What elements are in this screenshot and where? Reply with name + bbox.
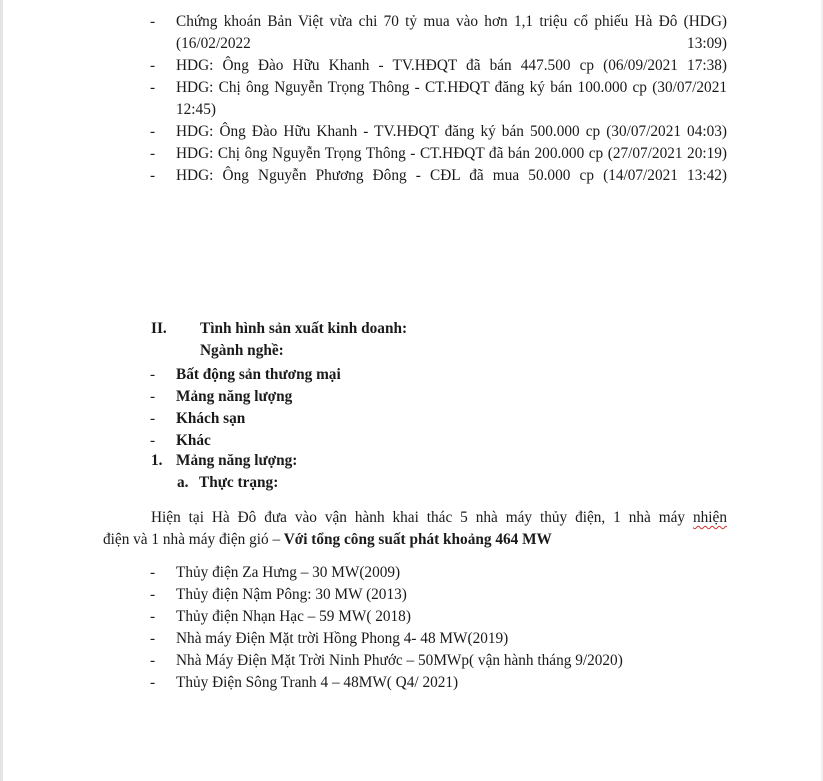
paragraph-line [103,529,727,551]
section-title: Tình hình sản xuất kinh doanh: [200,320,408,337]
dash-bullet: - [150,57,156,74]
section-subtitle: Ngành nghề: [200,342,284,359]
paragraph-line [103,507,727,529]
news-text: HDG: Chị ông Nguyễn Trọng Thông - CT.HĐQT đã bán 200.000 cp (27/07/2021 20:19) [176,145,727,162]
industry-label: Mảng năng lượng [176,388,293,405]
plant-label: Thủy điện Nậm Pông: 30 MW (2013) [176,586,407,603]
dash-bullet: - [150,79,156,96]
industry-label: Khách sạn [176,410,246,427]
news-item[interactable] [0,55,727,77]
dash-bullet: - [150,410,156,427]
news-text: HDG: Ông Đào Hữu Khanh - TV.HĐQT đã bán 447.500 cp (06/09/2021 17:38) [176,57,727,74]
dash-bullet: - [150,564,156,581]
paragraph-text: Hiện tại Hà Đô đưa vào vận hành khai thác 5 nhà máy thủy điện, 1 nhà máy [151,509,686,526]
heading-letter: a. [177,474,189,491]
industry-label: Bất động sản thương mại [176,366,341,383]
dash-bullet: - [150,388,156,405]
plant-label: Thủy Điện Sông Tranh 4 – 48MW( Q4/ 2021) [176,674,459,691]
industry-label: Khác [176,432,211,449]
dash-bullet: - [150,366,156,383]
dash-bullet: - [150,652,156,669]
news-item[interactable] [0,165,727,187]
plant-label: Nhà Máy Điện Mặt Trời Ninh Phước – 50MWp( vận hành tháng 9/2020) [176,652,623,669]
heading-number: 1. [151,452,163,469]
dash-bullet: - [150,432,156,449]
paragraph-text: điện và 1 nhà máy điện gió – [103,531,281,548]
section-number: II. [151,320,167,337]
news-text: HDG: Ông Nguyễn Phương Đông - CĐL đã mua 50.000 cp (14/07/2021 13:42) [176,167,727,184]
news-item[interactable] [0,143,727,165]
news-item[interactable] [0,121,727,143]
plant-label: Thủy điện Za Hưng – 30 MW(2009) [176,564,401,581]
dash-bullet: - [150,674,156,691]
news-text: HDG: Chị ông Nguyễn Trọng Thông - CT.HĐQT đăng ký bán 100.000 cp (30/07/2021 12:45) [176,79,727,118]
dash-bullet: - [150,167,156,184]
plant-label: Thủy điện Nhạn Hạc – 59 MW( 2018) [176,608,411,625]
news-text: HDG: Ông Đào Hữu Khanh - TV.HĐQT đăng ký bán 500.000 cp (30/07/2021 04:03) [176,123,727,140]
spellcheck-flagged-word[interactable]: nhiện [693,509,727,526]
heading-text: Mảng năng lượng: [176,452,298,469]
news-item[interactable] [0,77,727,121]
dash-bullet: - [150,630,156,647]
heading-text: Thực trạng: [199,474,279,491]
dash-bullet: - [150,123,156,140]
plant-label: Nhà máy Điện Mặt trời Hồng Phong 4- 48 MW(2019) [176,630,509,647]
dash-bullet: - [150,608,156,625]
dash-bullet: - [150,145,156,162]
news-item[interactable] [0,11,727,55]
body-paragraph[interactable] [103,507,727,551]
dash-bullet: - [150,586,156,603]
paragraph-bold-text: Với tổng công suất phát khoảng 464 MW [280,531,552,548]
dash-bullet: - [150,13,156,30]
news-list [0,11,823,187]
news-text: Chứng khoán Bản Việt vừa chi 70 tỷ mua vào hơn 1,1 triệu cổ phiếu Hà Đô (HDG) (16/02/2022 13:09) [176,13,727,52]
